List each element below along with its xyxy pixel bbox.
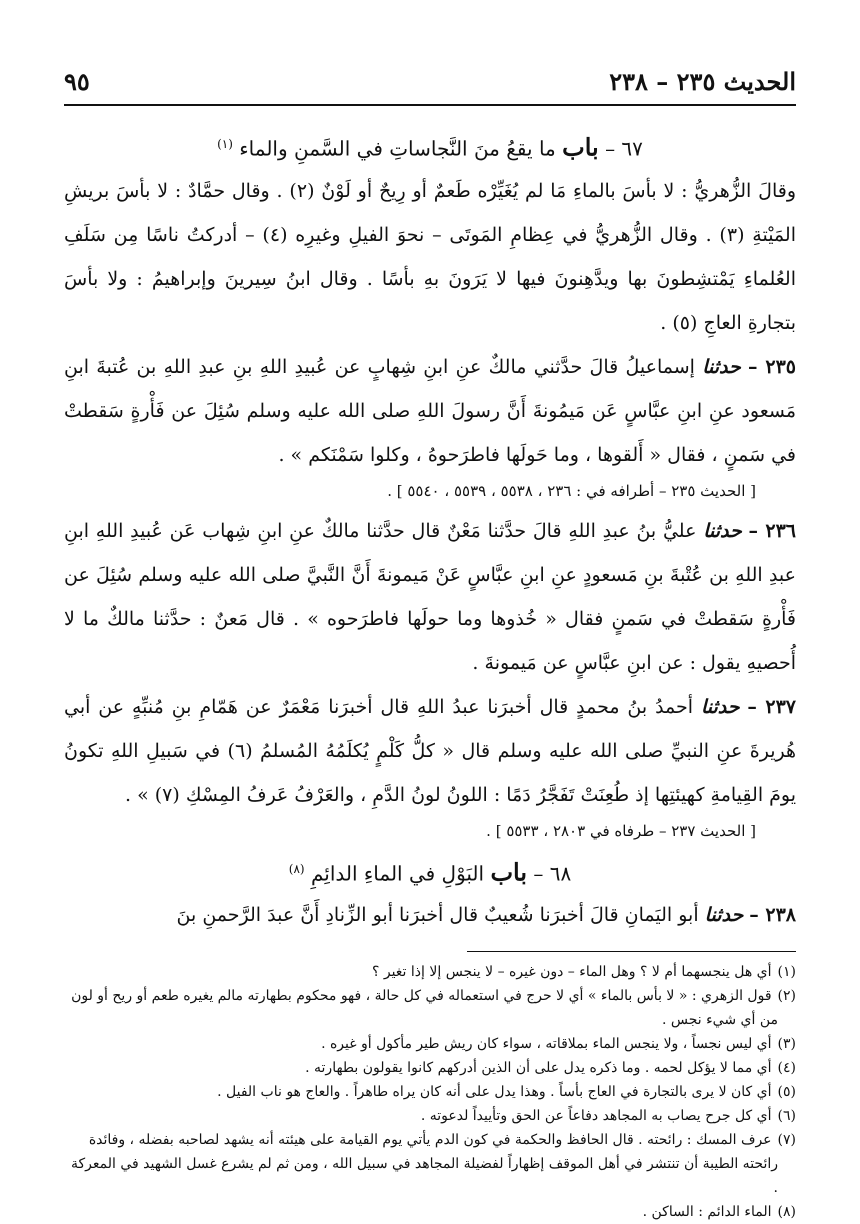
page-number: ٩٥ [64, 67, 90, 96]
chapter-intro: وقالَ الزُّهريُّ : لا بأسَ بالماءِ مَا لم يُغَيِّرْه طَعمٌ أو رِيحٌ أو لَوْنٌ (٢) . وقال حمَّادٌ : لا بأسَ بريشِ المَيْتةِ (٣) . وقال الزُّهريُّ في عِظامِ المَوتَى – نحوَ الفيلِ وغيرِه (٤) – أدركتُ ناسًا مِن سَلَفِ العُلماءِ يَمْتشِطونَ بها ويدَّهِنونَ فيها لا يَرَونَ بهِ بأسًا . وقال ابنُ سِيرينَ وإبراهيمُ : ولا بأسَ بتجارةِ العاجِ (٥) . [64, 179, 796, 334]
hadith-number: ٢٣٨ – [749, 904, 796, 927]
footnote-rule [467, 951, 796, 952]
bab-label: باب [490, 857, 528, 887]
footnote-number: (٢) [777, 988, 796, 1005]
hadith-number: ٢٣٥ – [748, 355, 797, 378]
footnote [64, 1104, 796, 1128]
footnote [64, 984, 796, 1032]
hadith-237 [64, 685, 796, 817]
footnote-number: (٤) [777, 1060, 796, 1077]
footnote-number: (٥) [777, 1084, 796, 1101]
hadith-238 [64, 893, 796, 937]
hadith-number: ٢٣٧ – [747, 695, 796, 718]
footnote-number: (٣) [777, 1036, 796, 1053]
footnote-text: أي كان لا يرى بالتجارة في العاج بأساً . وهذا يدل على أنه كان يراه طاهراً . والعاج هو ناب الفيل . [217, 1084, 772, 1101]
running-title: الحديث ٢٣٥ – ٢٣٨ [609, 67, 796, 96]
footnote-text: عرف المسك : رائحته . قال الحافظ والحكمة في كون الدم يأتي يوم القيامة على هيئته أنه يشهد لصاحبه بفضله ، وفائدة رائحته الطيبة أن تنتشر في أهل الموقف إظهاراً لفضيلة المجاهد في سبيل الله ، ومن ثم لم يشرع غسل الشهيد في المعركة . [70, 1132, 778, 1197]
haddathana-mark: حدثنا [702, 355, 741, 378]
chapter-title: ما يقعُ منَ النَّجاساتِ في السَّمنِ والماء [239, 136, 556, 161]
footnote-text: أي ليس نجساً ، ولا ينجس الماء بملاقاته ، سواء كان ريش طير مأكول أو غيره . [321, 1036, 772, 1053]
footnote-ref: (١) [217, 137, 233, 151]
footnote-number: (٧) [777, 1132, 796, 1149]
chapter-title: البَوْلِ في الماءِ الدائِمِ [310, 861, 485, 886]
footnote [64, 1080, 796, 1104]
hadith-text: عليُّ بنُ عبدِ اللهِ قالَ حدَّثنا مَعْنٌ قال حدَّثنا مالكٌ عنِ ابنِ شِهاب عَن عُبيدِ اللهِ ابنِ عبدِ اللهِ بن عُتْبةَ بنِ مَسعودٍ عنِ ابنِ عبَّاسٍ عَنْ مَيمونةَ أَنَّ النَّبيَّ صلى الله عليه وسلم سُئِلَ عن فَأْرةٍ سَقطتْ في سَمنٍ فقال « خُذوها وما حولَها فاطرَحوه » . قال مَعنٌ : حدَّثنا مالكٌ ما لا أُحصيهِ يقول : عن ابنِ عبَّاسٍ عن مَيمونةَ . [64, 519, 796, 674]
bab-label: باب [562, 132, 599, 162]
footnote-text: قول الزهري : « لا بأس بالماء » أي لا حرج في استعماله في كل حالة ، فهو محكوم بطهارته مالم يغيره طعم أو ريح أو لون من أي شيء نجس . [71, 988, 778, 1029]
chapter-number: ٦٧ – [605, 136, 643, 161]
footnote-text: أي هل ينجسهما أم لا ؟ وهل الماء – دون غيره – لا ينجس إلا إذا تغير ؟ [371, 964, 772, 981]
footnote-text: الماء الدائم : الساكن . [642, 1204, 772, 1221]
footnote-number: (١) [777, 964, 796, 981]
hadith-text: إسماعيلُ قالَ حدَّثني مالكٌ عنِ ابنِ شِهابٍ عن عُبيدِ اللهِ بنِ عبدِ اللهِ بن عُتبةَ ابنِ مَسعود عنِ ابنِ عبَّاسٍ عَن مَيمُونةَ أَنَّ رسولَ اللهِ صلى الله عليه وسلم سُئِلَ عن فَأْرةٍ سَقطتْ في سَمنٍ ، فقال [64, 355, 796, 466]
hadith-text: أبو اليَمانِ قالَ أخبرَنا شُعيبٌ قال أخبرَنا أبو الزِّنادِ أَنَّ عبدَ الرَّحمنِ بنَ [176, 904, 699, 927]
footnote [64, 1056, 796, 1080]
footnote [64, 1032, 796, 1056]
haddathana-mark: حدثنا [703, 519, 742, 542]
hadith-number: ٢٣٦ – [748, 519, 797, 542]
footnote-number: (٨) [777, 1204, 796, 1221]
running-header [64, 62, 796, 96]
footnote-text: أي مما لا يؤكل لحمه . وما ذكره يدل على أن الذين أدركهم كانوا يقولون بطهارته . [305, 1060, 772, 1077]
header-rule [64, 104, 796, 106]
footnotes [64, 960, 796, 1224]
footnote-ref: (٨) [288, 861, 305, 876]
haddathana-mark: حدثنا [704, 904, 744, 927]
cross-reference-235: [ الحديث ٢٣٥ – أطرافه في : ٢٣٦ ، ٥٥٣٨ ، ٥٥٣٩ ، ٥٥٤٠ ] . [387, 481, 756, 500]
hadith-quote: « أَلقوها ، وما حَولَها فاطرَحوهُ ، وكلوا سَمْنَكم » . [278, 443, 662, 466]
hadith-236 [64, 509, 796, 685]
haddathana-mark: حدثنا [700, 695, 740, 718]
hadith-235 [64, 345, 796, 477]
chapter-heading-67 [64, 124, 796, 169]
footnote-number: (٦) [777, 1108, 796, 1125]
footnote [64, 1200, 796, 1224]
footnote-text: أي كل جرح يصاب به المجاهد دفاعاً عن الحق وتأييداً لدعوته . [420, 1108, 772, 1125]
chapter-number: ٦٨ – [533, 861, 572, 886]
cross-reference-237: [ الحديث ٢٣٧ – طرفاه في ٢٨٠٣ ، ٥٥٣٣ ] . [486, 821, 756, 840]
hadith-text: أحمدُ بنُ محمدٍ قال أخبرَنا عبدُ اللهِ قال أخبرَنا مَعْمَرٌ عن هَمّامِ بنِ مُنبِّهٍ عن أبي هُريرةَ عنِ النبيِّ صلى الله عليه وسلم قال « كلُّ كَلْمٍ يُكلَمُهُ المُسلمُ (٦) في سَبيلِ اللهِ تكونُ يومَ القِيامةِ كهيئتِها إذ طُعِنَتْ تَفَجَّرُ دَمًا : اللونُ لونُ الدَّمِ ، والعَرْفُ عَرفُ المِسْكِ (٧) » . [64, 695, 796, 806]
footnote [64, 1128, 796, 1200]
chapter-heading-68 [64, 849, 796, 894]
footnote [64, 960, 796, 984]
